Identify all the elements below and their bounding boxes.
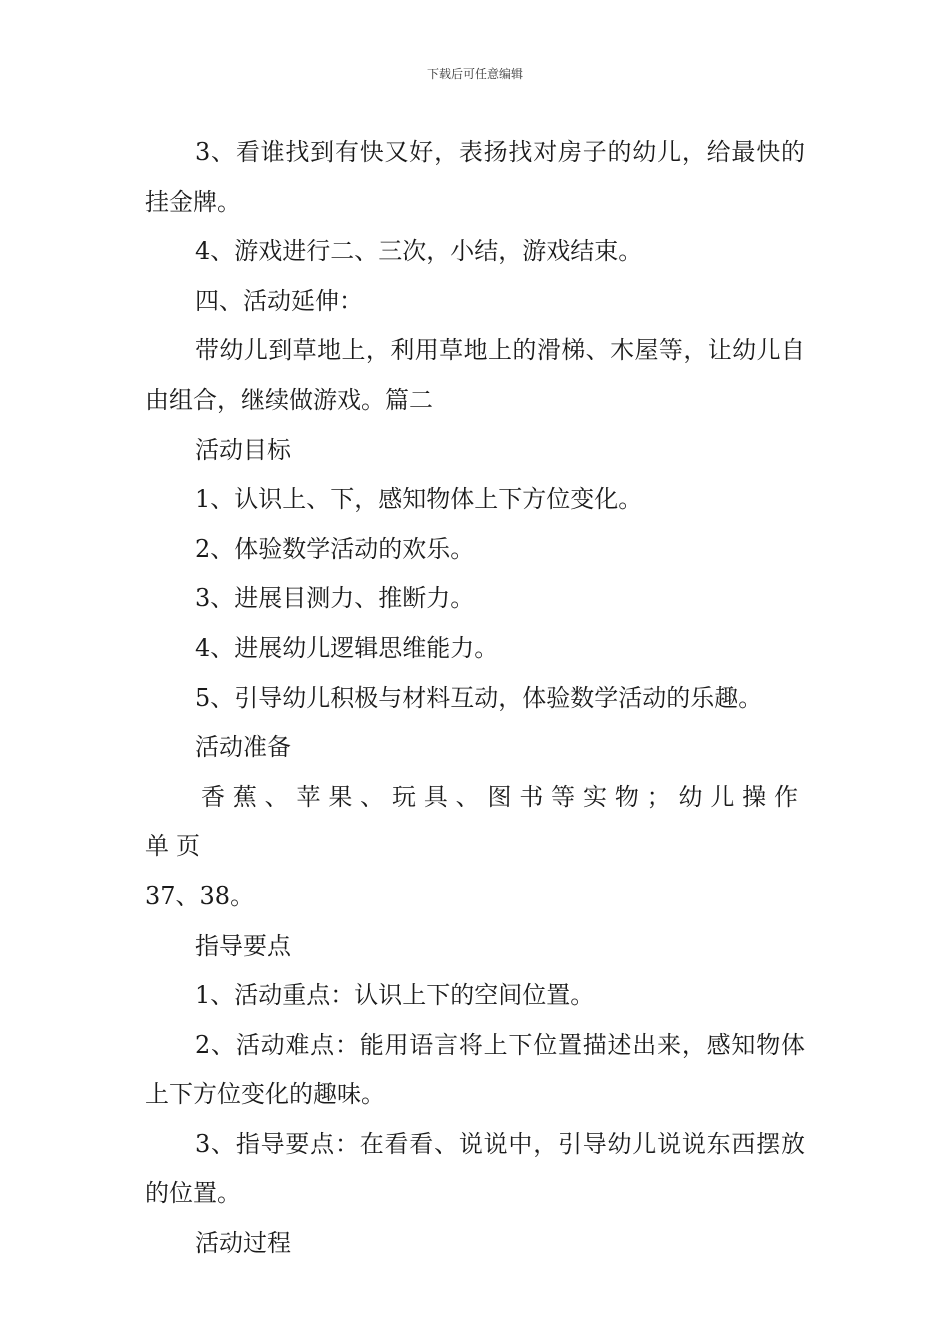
list-item: 2、活动难点：能用语言将上下位置描述出来，感知物体上下方位变化的趣味。: [145, 1030, 805, 1109]
list-item: 2、体验数学活动的欢乐。: [195, 534, 475, 563]
list-item: 4、进展幼儿逻辑思维能力。: [195, 633, 499, 662]
list-item: 1、活动重点：认识上下的空间位置。: [195, 981, 595, 1010]
page-header-note: 下载后可任意编辑: [426, 67, 523, 81]
section-heading: 四、活动延伸：: [195, 286, 363, 315]
paragraph: 3、看谁找到有快又好，表扬找对房子的幼儿，给最快的挂金牌。: [145, 138, 805, 216]
section-heading: 活动准备: [195, 733, 291, 762]
list-item: 3、指导要点：在看看、说说中，引导幼儿说说东西摆放的位置。: [145, 1129, 805, 1208]
list-item: 1、认识上、下，感知物体上下方位变化。: [195, 485, 643, 514]
paragraph-continuation: 37、38。: [145, 881, 255, 910]
paragraph: 香蕉、苹果、玩具、图书等实物；幼儿操作单页: [145, 782, 805, 861]
section-heading: 活动过程: [195, 1229, 291, 1258]
section-heading: 活动目标: [195, 435, 291, 464]
paragraph: 带幼儿到草地上，利用草地上的滑梯、木屋等，让幼儿自由组合，继续做游戏。篇二: [145, 336, 805, 414]
paragraph: 4、游戏进行二、三次，小结，游戏结束。: [195, 237, 643, 266]
list-item: 5、引导幼儿积极与材料互动，体验数学活动的乐趣。: [195, 683, 763, 712]
list-item: 3、进展目测力、推断力。: [195, 584, 475, 613]
section-heading: 指导要点: [195, 931, 291, 960]
document-body: [145, 128, 805, 1269]
